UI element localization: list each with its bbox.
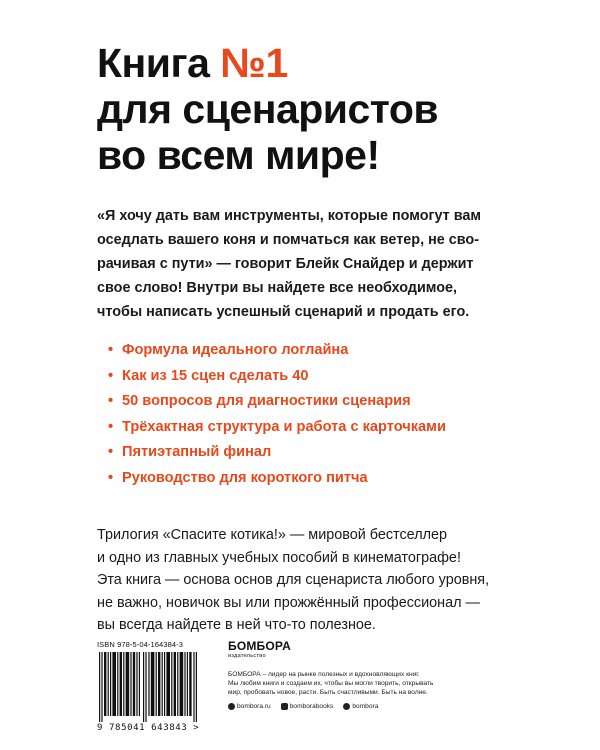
bullet-icon: • bbox=[108, 418, 114, 435]
isbn-label: ISBN 978-5-04-164384-3 bbox=[97, 640, 184, 649]
telegram-icon bbox=[343, 703, 350, 710]
headline bbox=[97, 40, 438, 178]
body-line: вы всегда найдете в ней что-то полезное. bbox=[97, 617, 376, 633]
body-line: Трилогия «Спасите котика!» — мировой бестселлер bbox=[97, 527, 447, 543]
publisher-logo: БОМБОРА bbox=[228, 639, 291, 653]
feature-list bbox=[108, 338, 446, 492]
quote-blurb bbox=[97, 204, 527, 324]
body-line: Эта книга — основа основ для сценариста любого уровня, bbox=[97, 572, 490, 588]
social-link-website[interactable]: bombora.ru bbox=[228, 703, 271, 710]
social-link-vk[interactable]: bomborabooks bbox=[281, 703, 334, 710]
bullet-icon: • bbox=[108, 444, 114, 461]
social-link-telegram[interactable]: bombora bbox=[343, 703, 378, 710]
globe-icon bbox=[228, 703, 235, 710]
headline-line-2: для сценаристов bbox=[97, 86, 439, 132]
publisher-block bbox=[228, 640, 510, 710]
publisher-social-links bbox=[228, 703, 510, 710]
bullet-icon: • bbox=[108, 342, 114, 358]
blurb-line: рачивая с пути» — говорит Блейк Снайдер и держит bbox=[97, 256, 474, 272]
isbn-block bbox=[97, 640, 199, 733]
body-line: и одно из главных учебных пособий в кинематографе! bbox=[97, 549, 461, 566]
feature-item: • Руководство для короткого питча bbox=[108, 466, 446, 492]
blurb-line: оседлать вашего коня и помчаться как ветер, не сво- bbox=[97, 232, 480, 248]
feature-item: • Трёхактная структура и работа с карточками bbox=[108, 415, 446, 441]
barcode-icon bbox=[97, 652, 199, 722]
body-line: не важно, новичок вы или прожжённый профессионал — bbox=[97, 594, 480, 611]
publisher-sublabel: издательство bbox=[228, 653, 266, 659]
feature-item: • 50 вопросов для диагностики сценария bbox=[108, 389, 446, 415]
headline-accent: №1 bbox=[220, 40, 288, 86]
bullet-icon: • bbox=[108, 469, 114, 486]
feature-item: • Пятиэтапный финал bbox=[108, 440, 446, 466]
blurb-line: чтобы написать успешный сценарий и продать его. bbox=[97, 304, 470, 320]
feature-item: • Формула идеального логлайна bbox=[108, 338, 446, 364]
description-paragraph bbox=[97, 524, 537, 637]
feature-item: • Как из 15 сцен сделать 40 bbox=[108, 364, 446, 390]
bullet-icon: • bbox=[108, 393, 114, 410]
bullet-icon: • bbox=[108, 367, 114, 384]
vk-icon bbox=[281, 703, 288, 710]
publisher-description: БОМБОРА – лидер на рынке полезных и вдохновляющих книг. Мы любим книги и создаем их, чтобы вы могли творить, открывать мир, пробовать новое, расти. Быть счастливыми. Быть на волне. bbox=[228, 671, 434, 697]
blurb-line: «Я хочу дать вам инструменты, которые помогут вам bbox=[97, 208, 482, 224]
barcode-digits: 9 785041 643843 > bbox=[97, 723, 200, 733]
headline-line-1: Книга №1 bbox=[97, 40, 288, 86]
blurb-line: свое слово! Внутри вы найдете все необходимое, bbox=[97, 280, 458, 296]
headline-line-3: во всем мире! bbox=[97, 132, 380, 178]
